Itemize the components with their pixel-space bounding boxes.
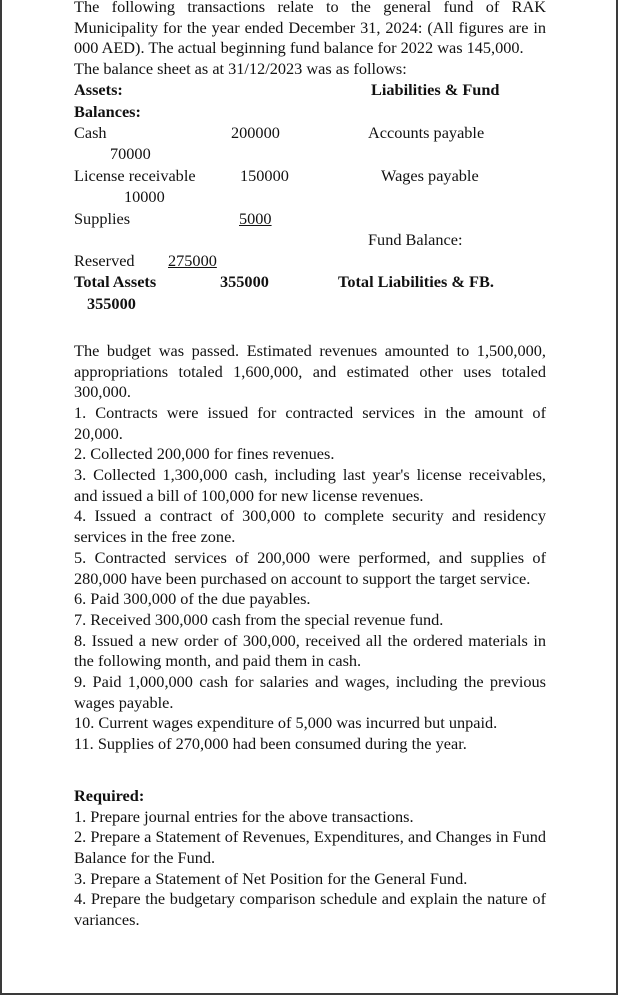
total-assets-label: Total Assets: [74, 271, 157, 291]
total-assets-value: 355000: [220, 271, 269, 291]
cash-label: Cash: [74, 122, 107, 142]
wages-payable-label: Wages payable: [381, 165, 479, 185]
assets-heading: Assets:: [74, 79, 123, 99]
total-liabilities-value: 355000: [87, 293, 136, 313]
transaction-item: 7. Received 300,000 cash from the special revenue fund.: [74, 609, 444, 629]
cash-value: 200000: [231, 122, 280, 142]
required-item: 4. Prepare the budgetary comparison schedule and explain the nature of variances.: [74, 889, 546, 930]
transaction-item: 9. Paid 1,000,000 cash for salaries and wages, including the previous wages payable.: [74, 672, 546, 712]
transaction-item: 4. Issued a contract of 300,000 to complete security and residency services in the free zone.: [74, 506, 546, 547]
transactions-list: [74, 403, 546, 755]
required-section: [74, 786, 546, 931]
license-receivable-value: 150000: [240, 165, 289, 185]
transaction-item: 8. Issued a new order of 300,000, received all the ordered materials in the following month, and paid them in cash.: [74, 630, 546, 671]
balances-heading: Balances:: [74, 101, 141, 121]
supplies-value: 5000: [239, 208, 272, 228]
accounts-payable-value: 70000: [110, 143, 151, 163]
required-item: 3. Prepare a Statement of Net Position for the General Fund.: [74, 868, 468, 888]
required-item: 2. Prepare a Statement of Revenues, Expenditures, and Changes in Fund Balance for the Fund.: [74, 827, 546, 867]
accounts-payable-label: Accounts payable: [368, 122, 485, 142]
intro-paragraph: The following transactions relate to the general fund of RAK Municipality for the year ended December 31, 2024: (All figures are in 000 AED). The actual beginning fund balance for 2022 was 145,000.: [74, 0, 546, 58]
fund-balance-label: Fund Balance:: [368, 229, 463, 249]
supplies-label: Supplies: [74, 208, 131, 228]
total-liabilities-label: Total Liabilities & FB.: [338, 271, 494, 291]
wages-payable-value: 10000: [124, 186, 165, 206]
transaction-item: 5. Contracted services of 200,000 were performed, and supplies of 280,000 have been purchased on account to support the target service.: [74, 547, 546, 588]
license-receivable-label: License receivable: [74, 165, 196, 185]
balance-sheet: [74, 79, 546, 313]
budget-paragraph: The budget was passed. Estimated revenues amounted to 1,500,000, appropriations totaled 1,600,000, and estimated other uses totaled 300,000.: [74, 340, 546, 402]
transaction-item: 11. Supplies of 270,000 had been consumed during the year.: [74, 734, 467, 754]
liabilities-heading: Liabilities & Fund: [371, 79, 500, 99]
balance-sheet-intro: The balance sheet as at 31/12/2023 was as follows:: [74, 59, 407, 79]
transaction-item: 10. Current wages expenditure of 5,000 was incurred but unpaid.: [74, 713, 498, 733]
reserved-label: Reserved: [74, 250, 135, 270]
required-item: 1. Prepare journal entries for the above transactions.: [74, 806, 414, 826]
transaction-item: 6. Paid 300,000 of the due payables.: [74, 589, 311, 609]
transaction-item: 1. Contracts were issued for contracted services in the amount of 20,000.: [74, 402, 546, 443]
reserved-value: 275000: [168, 250, 217, 270]
required-heading: Required:: [74, 785, 145, 805]
transaction-item: 2. Collected 200,000 for fines revenues.: [74, 444, 335, 464]
document-page: [74, 0, 546, 931]
transaction-item: 3. Collected 1,300,000 cash, including last year's license receivables, and issued a bill of 100,000 for new license revenues.: [74, 465, 546, 505]
